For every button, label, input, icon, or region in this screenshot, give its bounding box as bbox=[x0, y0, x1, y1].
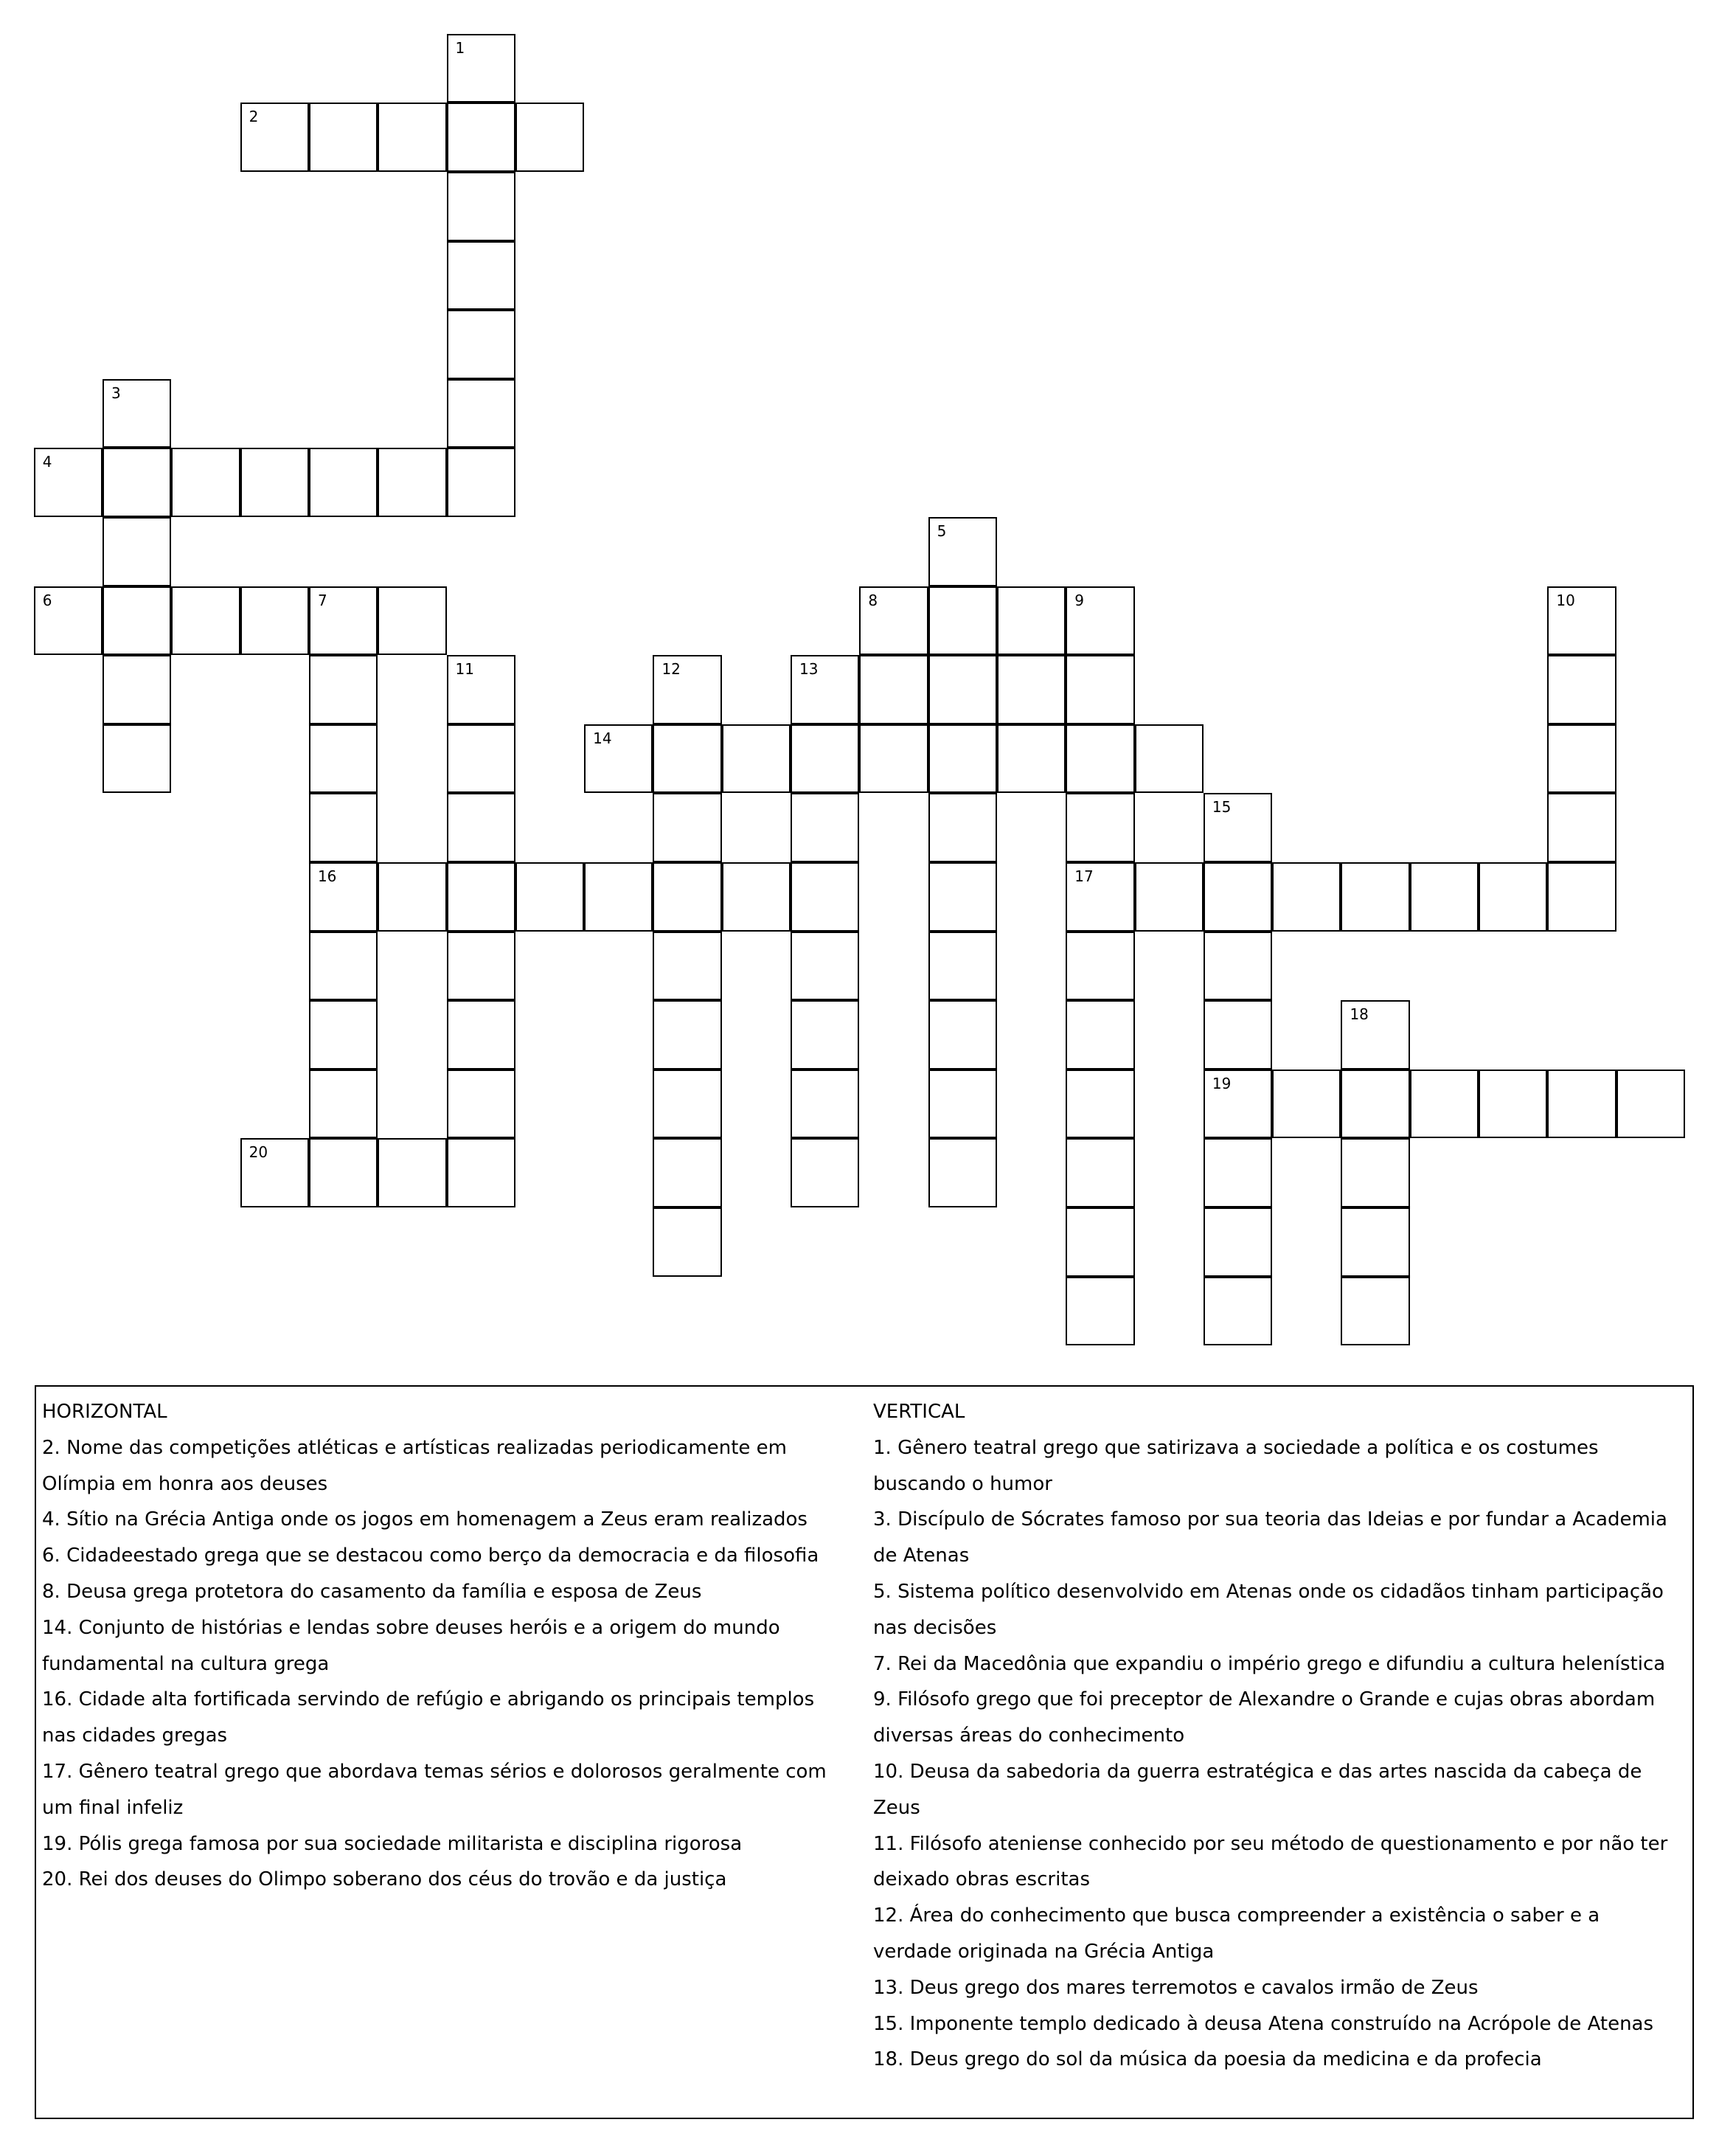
grid-cell[interactable] bbox=[447, 862, 515, 932]
clue-number: 7 bbox=[317, 591, 327, 609]
grid-cell[interactable] bbox=[928, 1138, 997, 1207]
clue-line: 11. Filósofo ateniense conhecido por seu método de questionamento e por não ter bbox=[873, 1832, 1668, 1855]
clue-line: um final infeliz bbox=[42, 1796, 184, 1819]
horizontal-heading: HORIZONTAL bbox=[42, 1401, 167, 1423]
clue-number: 11 bbox=[455, 660, 474, 679]
grid-cell[interactable] bbox=[1479, 1070, 1547, 1139]
grid-cell[interactable] bbox=[447, 241, 515, 311]
grid-cell[interactable] bbox=[928, 655, 997, 724]
clue-line: 17. Gênero teatral grego que abordava temas sérios e dolorosos geralmente com bbox=[42, 1760, 827, 1783]
grid-cell[interactable] bbox=[653, 724, 721, 794]
grid-cell[interactable] bbox=[309, 1070, 378, 1139]
grid-cell[interactable] bbox=[653, 793, 721, 862]
clue-line: verdade originada na Grécia Antiga bbox=[873, 1940, 1215, 1963]
grid-cell[interactable] bbox=[1547, 862, 1616, 932]
grid-cell[interactable] bbox=[447, 1138, 515, 1207]
grid-cell[interactable] bbox=[928, 932, 997, 1001]
grid-cell[interactable] bbox=[791, 932, 859, 1001]
clue-line: deixado obras escritas bbox=[873, 1868, 1090, 1891]
grid-cell[interactable] bbox=[240, 586, 309, 656]
grid-cell[interactable] bbox=[309, 793, 378, 862]
grid-cell[interactable] bbox=[1066, 1277, 1134, 1346]
clue-line: 2. Nome das competições atléticas e artísticas realizadas periodicamente em bbox=[42, 1436, 788, 1459]
grid-cell[interactable] bbox=[653, 1070, 721, 1139]
grid-cell[interactable] bbox=[1616, 1070, 1685, 1139]
grid-cell[interactable] bbox=[1204, 932, 1272, 1001]
clue-line: 16. Cidade alta fortificada servindo de refúgio e abrigando os principais templos bbox=[42, 1688, 815, 1711]
grid-cell[interactable] bbox=[447, 310, 515, 379]
grid-cell[interactable] bbox=[791, 1000, 859, 1070]
grid-cell[interactable] bbox=[447, 103, 515, 172]
clue-number: 3 bbox=[111, 384, 121, 402]
clue-line: diversas áreas do conhecimento bbox=[873, 1725, 1185, 1747]
grid-cell[interactable] bbox=[997, 724, 1066, 794]
grid-cell[interactable] bbox=[1204, 1277, 1272, 1346]
grid-cell[interactable] bbox=[1272, 1070, 1341, 1139]
clue-line: 9. Filósofo grego que foi preceptor de Alexandre o Grande e cujas obras abordam bbox=[873, 1688, 1656, 1711]
clue-line: 5. Sistema político desenvolvido em Atenas onde os cidadãos tinham participação bbox=[873, 1580, 1664, 1603]
grid-cell[interactable] bbox=[309, 103, 378, 172]
grid-cell[interactable] bbox=[1272, 862, 1341, 932]
grid-cell[interactable] bbox=[515, 103, 584, 172]
grid-cell[interactable] bbox=[1066, 1070, 1134, 1139]
clue-line: 15. Imponente templo dedicado à deusa Atena construído na Acrópole de Atenas bbox=[873, 2012, 1654, 2035]
grid-cell[interactable] bbox=[653, 1207, 721, 1277]
grid-cell[interactable] bbox=[309, 862, 378, 932]
clue-number: 20 bbox=[249, 1143, 268, 1162]
grid-cell[interactable] bbox=[1066, 586, 1134, 656]
clue-line: 18. Deus grego do sol da música da poesia da medicina e da profecia bbox=[873, 2048, 1542, 2071]
grid-cell[interactable] bbox=[1204, 793, 1272, 862]
grid-cell[interactable] bbox=[928, 586, 997, 656]
grid-cell[interactable] bbox=[447, 379, 515, 448]
clue-number: 4 bbox=[42, 453, 52, 471]
grid-cell[interactable] bbox=[1410, 862, 1479, 932]
grid-cell[interactable] bbox=[859, 655, 928, 724]
grid-cell[interactable] bbox=[791, 1138, 859, 1207]
grid-cell[interactable] bbox=[447, 724, 515, 794]
grid-cell[interactable] bbox=[1066, 724, 1134, 794]
grid-cell[interactable] bbox=[1547, 793, 1616, 862]
grid-cell[interactable] bbox=[928, 862, 997, 932]
grid-cell[interactable] bbox=[1204, 862, 1272, 932]
grid-cell[interactable] bbox=[653, 1138, 721, 1207]
grid-cell[interactable] bbox=[791, 724, 859, 794]
grid-cell[interactable] bbox=[378, 448, 446, 517]
grid-cell[interactable] bbox=[1066, 1138, 1134, 1207]
clue-line: buscando o humor bbox=[873, 1472, 1052, 1495]
grid-cell[interactable] bbox=[928, 517, 997, 586]
clue-line: Olímpia em honra aos deuses bbox=[42, 1472, 328, 1495]
grid-cell[interactable] bbox=[1341, 1070, 1409, 1139]
grid-cell[interactable] bbox=[171, 448, 240, 517]
grid-cell[interactable] bbox=[791, 1070, 859, 1139]
grid-cell[interactable] bbox=[1204, 1000, 1272, 1070]
clue-line: 7. Rei da Macedônia que expandiu o império grego e difundiu a cultura helenística bbox=[873, 1652, 1666, 1675]
clue-line: 1. Gênero teatral grego que satirizava a sociedade a política e os costumes bbox=[873, 1436, 1599, 1459]
grid-cell[interactable] bbox=[928, 1000, 997, 1070]
grid-cell[interactable] bbox=[1410, 1070, 1479, 1139]
clue-line: de Atenas bbox=[873, 1545, 970, 1567]
grid-cell[interactable] bbox=[447, 1070, 515, 1139]
grid-cell[interactable] bbox=[1066, 1207, 1134, 1277]
grid-cell[interactable] bbox=[103, 586, 171, 656]
grid-cell[interactable] bbox=[1547, 655, 1616, 724]
grid-cell[interactable] bbox=[309, 586, 378, 656]
grid-cell[interactable] bbox=[34, 448, 103, 517]
grid-cell[interactable] bbox=[653, 655, 721, 724]
grid-cell[interactable] bbox=[103, 655, 171, 724]
grid-cell[interactable] bbox=[1135, 724, 1204, 794]
clue-line: 14. Conjunto de histórias e lendas sobre deuses heróis e a origem do mundo bbox=[42, 1616, 780, 1639]
grid-cell[interactable] bbox=[378, 103, 446, 172]
grid-cell[interactable] bbox=[447, 1000, 515, 1070]
grid-cell[interactable] bbox=[653, 862, 721, 932]
grid-cell[interactable] bbox=[309, 932, 378, 1001]
grid-cell[interactable] bbox=[1066, 932, 1134, 1001]
clue-number: 2 bbox=[249, 108, 259, 126]
grid-cell[interactable] bbox=[103, 517, 171, 586]
grid-cell[interactable] bbox=[584, 724, 653, 794]
grid-cell[interactable] bbox=[447, 793, 515, 862]
grid-cell[interactable] bbox=[240, 1138, 309, 1207]
grid-cell[interactable] bbox=[1341, 1277, 1409, 1346]
grid-cell[interactable] bbox=[378, 1138, 446, 1207]
grid-cell[interactable] bbox=[447, 655, 515, 724]
grid-cell[interactable] bbox=[1547, 586, 1616, 656]
grid-cell[interactable] bbox=[859, 724, 928, 794]
grid-cell[interactable] bbox=[791, 655, 859, 724]
clue-line: 3. Discípulo de Sócrates famoso por sua teoria das Ideias e por fundar a Academia bbox=[873, 1508, 1667, 1531]
vertical-heading: VERTICAL bbox=[873, 1401, 965, 1423]
clue-line: nas cidades gregas bbox=[42, 1725, 228, 1747]
grid-cell[interactable] bbox=[34, 586, 103, 656]
clue-line: 6. Cidadeestado grega que se destacou como berço da democracia e da filosofia bbox=[42, 1545, 819, 1567]
horizontal-clues bbox=[42, 1394, 853, 1898]
clue-number: 19 bbox=[1212, 1074, 1232, 1092]
grid-cell[interactable] bbox=[791, 793, 859, 862]
grid-cell[interactable] bbox=[309, 1000, 378, 1070]
grid-cell[interactable] bbox=[171, 586, 240, 656]
clue-number: 14 bbox=[593, 729, 612, 747]
grid-cell[interactable] bbox=[378, 862, 446, 932]
grid-cell[interactable] bbox=[240, 103, 309, 172]
grid-cell[interactable] bbox=[928, 793, 997, 862]
clue-number: 9 bbox=[1074, 591, 1084, 609]
grid-cell[interactable] bbox=[309, 448, 378, 517]
grid-cell[interactable] bbox=[447, 34, 515, 103]
grid-cell[interactable] bbox=[103, 448, 171, 517]
vertical-clues bbox=[873, 1394, 1688, 2078]
grid-cell[interactable] bbox=[309, 724, 378, 794]
grid-cell[interactable] bbox=[1066, 1000, 1134, 1070]
clue-number: 10 bbox=[1556, 591, 1575, 609]
grid-cell[interactable] bbox=[722, 724, 791, 794]
grid-cell[interactable] bbox=[1341, 1138, 1409, 1207]
clue-line: 10. Deusa da sabedoria da guerra estratégica e das artes nascida da cabeça de bbox=[873, 1760, 1642, 1783]
grid-cell[interactable] bbox=[1341, 1000, 1409, 1070]
grid-cell[interactable] bbox=[1066, 655, 1134, 724]
grid-cell[interactable] bbox=[1547, 724, 1616, 794]
clue-line: fundamental na cultura grega bbox=[42, 1652, 330, 1675]
grid-cell[interactable] bbox=[1066, 793, 1134, 862]
clue-number: 16 bbox=[317, 867, 337, 885]
grid-cell[interactable] bbox=[653, 1000, 721, 1070]
grid-cell[interactable] bbox=[1479, 862, 1547, 932]
grid-cell[interactable] bbox=[1066, 862, 1134, 932]
grid-cell[interactable] bbox=[447, 448, 515, 517]
clue-line: Zeus bbox=[873, 1796, 920, 1819]
grid-cell[interactable] bbox=[1547, 1070, 1616, 1139]
grid-cell[interactable] bbox=[859, 586, 928, 656]
clue-number: 8 bbox=[868, 591, 878, 609]
grid-cell[interactable] bbox=[722, 862, 791, 932]
clue-line: 12. Área do conhecimento que busca compreender a existência o saber e a bbox=[873, 1904, 1600, 1927]
grid-cell[interactable] bbox=[1204, 1138, 1272, 1207]
grid-cell[interactable] bbox=[928, 724, 997, 794]
clue-line: 13. Deus grego dos mares terremotos e cavalos irmão de Zeus bbox=[873, 1976, 1479, 1999]
clue-number: 17 bbox=[1074, 867, 1094, 885]
grid-cell[interactable] bbox=[240, 448, 309, 517]
grid-cell[interactable] bbox=[103, 724, 171, 794]
clue-number: 5 bbox=[937, 521, 947, 540]
grid-cell[interactable] bbox=[1341, 862, 1409, 932]
clue-number: 15 bbox=[1212, 798, 1232, 817]
grid-cell[interactable] bbox=[447, 172, 515, 241]
grid-cell[interactable] bbox=[584, 862, 653, 932]
grid-cell[interactable] bbox=[309, 655, 378, 724]
grid-cell[interactable] bbox=[447, 932, 515, 1001]
clues-box bbox=[35, 1385, 1694, 2119]
grid-cell[interactable] bbox=[997, 655, 1066, 724]
grid-cell[interactable] bbox=[1204, 1070, 1272, 1139]
grid-cell[interactable] bbox=[515, 862, 584, 932]
grid-cell[interactable] bbox=[791, 862, 859, 932]
clue-line: 20. Rei dos deuses do Olimpo soberano dos céus do trovão e da justiça bbox=[42, 1868, 727, 1891]
grid-cell[interactable] bbox=[1341, 1207, 1409, 1277]
clue-number: 18 bbox=[1350, 1005, 1369, 1024]
clue-number: 1 bbox=[455, 38, 465, 57]
clue-line: 8. Deusa grega protetora do casamento da família e esposa de Zeus bbox=[42, 1580, 702, 1603]
grid-cell[interactable] bbox=[1204, 1207, 1272, 1277]
grid-cell[interactable] bbox=[378, 586, 446, 656]
clue-number: 13 bbox=[799, 660, 819, 679]
clue-line: 4. Sítio na Grécia Antiga onde os jogos em homenagem a Zeus eram realizados bbox=[42, 1508, 808, 1531]
clue-line: nas decisões bbox=[873, 1616, 997, 1639]
grid-cell[interactable] bbox=[997, 586, 1066, 656]
grid-cell[interactable] bbox=[103, 379, 171, 448]
grid-cell[interactable] bbox=[928, 1070, 997, 1139]
grid-cell[interactable] bbox=[1135, 862, 1204, 932]
clue-number: 12 bbox=[661, 660, 681, 679]
grid-cell[interactable] bbox=[309, 1138, 378, 1207]
clue-number: 6 bbox=[42, 591, 52, 609]
clue-line: 19. Pólis grega famosa por sua sociedade militarista e disciplina rigorosa bbox=[42, 1832, 743, 1855]
grid-cell[interactable] bbox=[653, 932, 721, 1001]
